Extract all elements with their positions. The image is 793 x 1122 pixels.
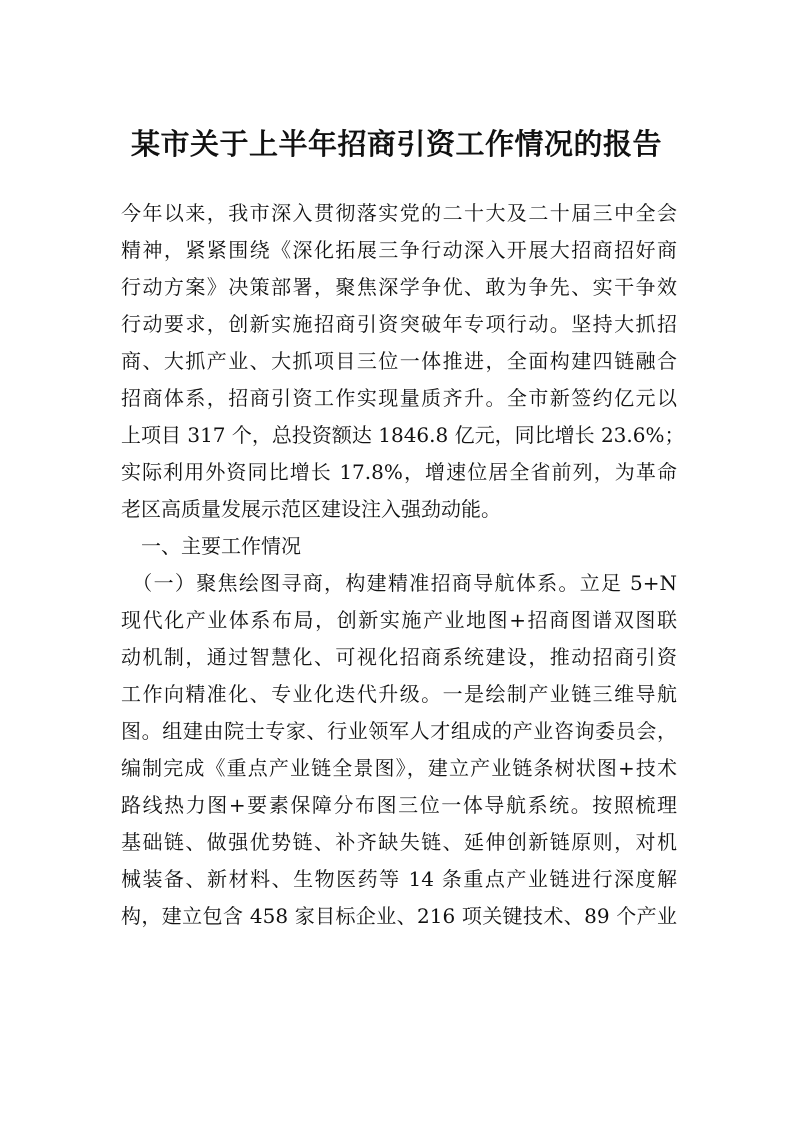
paragraph-line: 行动方案》决策部署，聚焦深学争优、敢为争先、实干争效	[121, 275, 677, 299]
paragraph-line: （一）聚焦绘图寻商，构建精准招商导航体系。立足 5+N	[121, 571, 677, 595]
paragraph-line: 动机制，通过智慧化、可视化招商系统建设，推动招商引资	[121, 645, 677, 669]
paragraph-line: 现代化产业体系布局，创新实施产业地图+招商图谱双图联	[121, 608, 677, 632]
section-heading: 一、主要工作情况	[121, 534, 301, 558]
paragraph-line: 招商体系，招商引资工作实现量质齐升。全市新签约亿元以	[121, 386, 677, 410]
paragraph-line: 实际利用外资同比增长 17.8%，增速位居全省前列，为革命	[121, 460, 677, 484]
document-body	[121, 195, 685, 935]
paragraph-line: 上项目 317 个，总投资额达 1846.8 亿元，同比增长 23.6%；	[121, 423, 685, 447]
paragraph-line: 商、大抓产业、大抓项目三位一体推进，全面构建四链融合	[121, 349, 677, 373]
paragraph-line: 构，建立包含 458 家目标企业、216 项关键技术、89 个产业	[121, 904, 677, 928]
document-title: 某市关于上半年招商引资工作情况的报告	[130, 127, 662, 161]
paragraph-line: 工作向精准化、专业化迭代升级。一是绘制产业链三维导航	[121, 682, 677, 706]
paragraph-line: 械装备、新材料、生物医药等 14 条重点产业链进行深度解	[121, 867, 677, 891]
paragraph-line: 基础链、做强优势链、补齐缺失链、延伸创新链原则，对机	[121, 830, 677, 854]
paragraph-line: 路线热力图+要素保障分布图三位一体导航系统。按照梳理	[121, 793, 677, 817]
paragraph-line: 行动要求，创新实施招商引资突破年专项行动。坚持大抓招	[121, 312, 677, 336]
paragraph-line: 编制完成《重点产业链全景图》，建立产业链条树状图+技术	[121, 756, 677, 780]
paragraph-line: 老区高质量发展示范区建设注入强劲动能。	[121, 497, 501, 521]
paragraph-line: 今年以来，我市深入贯彻落实党的二十大及二十届三中全会	[121, 201, 677, 225]
paragraph-line: 图。组建由院士专家、行业领军人才组成的产业咨询委员会，	[121, 719, 677, 743]
paragraph-line: 精神，紧紧围绕《深化拓展三争行动深入开展大招商招好商	[121, 238, 677, 262]
